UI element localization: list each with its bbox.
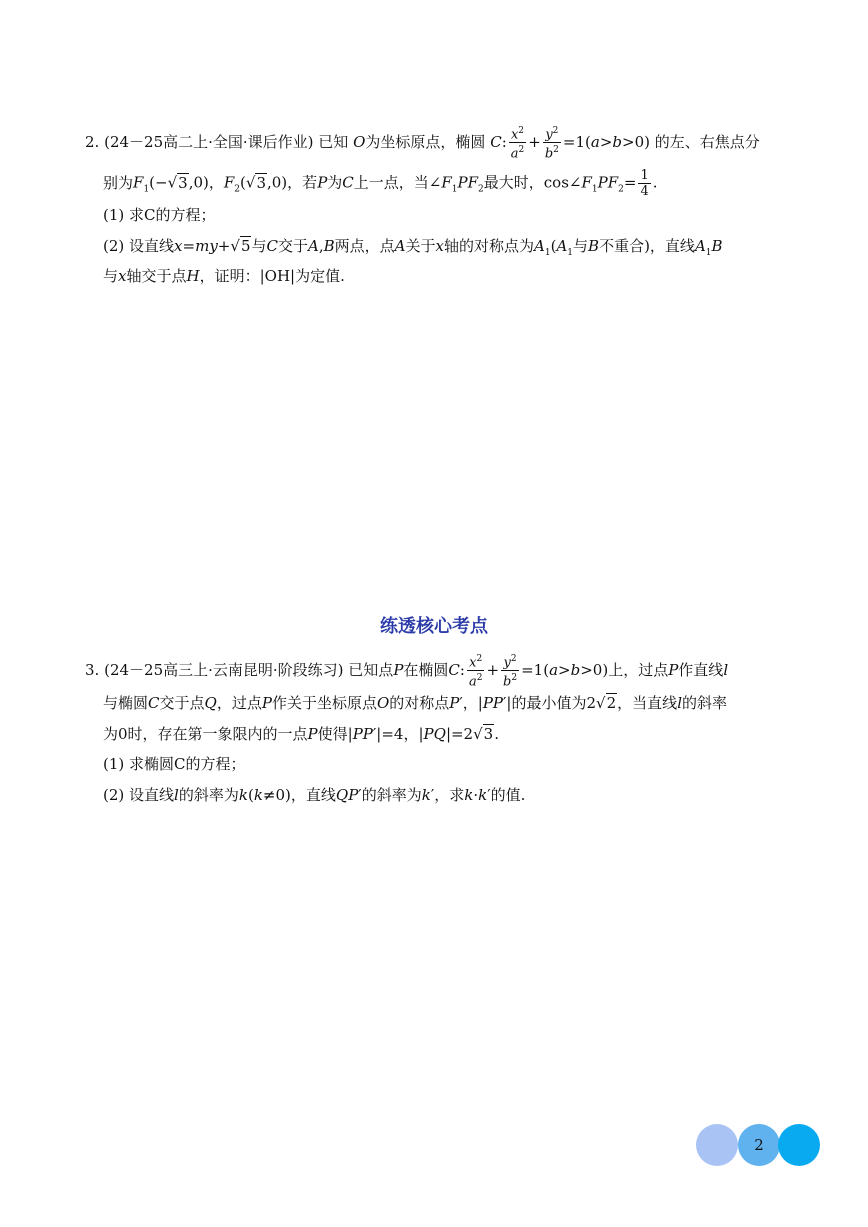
text: 为 [327, 173, 343, 192]
text: 别为 [103, 173, 134, 192]
text: 作直线 [678, 660, 724, 679]
text: ，求 [434, 786, 465, 804]
problem-2-part-1 [103, 205, 216, 225]
text: ，若 [287, 173, 318, 192]
text: 为坐标原点，椭圆 [365, 132, 486, 151]
problem-3-number: 3. [85, 660, 100, 679]
page-circle-left [696, 1124, 738, 1166]
text: 使得 [317, 725, 348, 743]
text: 交于 [277, 237, 308, 255]
text: 的对称点 [389, 694, 450, 712]
problem-3-part-2: (2) 设直线l的斜率为k(k≠0)，直线QP′的斜率为k′，求k·k′的值. [103, 786, 526, 804]
text: 已知点 [348, 660, 394, 679]
page-number: 2 [754, 1136, 764, 1154]
text: 与椭圆 [103, 694, 149, 712]
text: (2) [103, 237, 125, 255]
text: 在椭圆 [403, 660, 449, 679]
text: (1) [103, 755, 125, 773]
text: 为0时，存在第一象限内的一点 [103, 725, 308, 743]
problem-3-line-2: 与椭圆C交于点Q，过点P作关于坐标原点O的对称点P′，|PP′|的最小值为2√2，当直线l的斜率 [103, 694, 728, 712]
text: 的值. [490, 786, 526, 804]
text: 的斜率 [682, 694, 728, 712]
text: 作关于坐标原点 [271, 694, 377, 712]
text: 的左、右焦点分 [654, 132, 760, 151]
text: 的斜率为 [361, 786, 422, 804]
problem-2-line-1: 2. (24－25高二上·全国·课后作业) 已知 O为坐标原点，椭圆 C: $\frac{x^2}{a^2}$ + $\frac{y^2}{b^2}$ =1(a>b>0) 的左、右焦点分 [85, 126, 760, 162]
text: 交于点 [159, 694, 205, 712]
problem-2-part-2-cont: 与x轴交于点H，证明：|OH|为定值. [103, 267, 345, 285]
text: 上，过点 [608, 660, 669, 679]
section-title: 练透核心考点 [380, 616, 488, 637]
text: 与 [103, 267, 119, 285]
text: 的最小值为 [511, 694, 587, 712]
text: 已知 [318, 132, 349, 151]
text: 最大时，cos∠ [483, 173, 582, 192]
text: 关于 [405, 237, 436, 255]
problem-2-line-2: 别为$F_1(-√3,0)$，$F_2(√3,0)$，若P为C上一点，当$\angle F_1PF_2$最大时，$\cos\angle F_1PF_2=$ $\frac{1}{4}$ . [103, 168, 658, 199]
problem-2-part-2: (2) 设直线x=my+√5与C交于A,B两点，点A关于x轴的对称点为$A_1(A_1$与B不重合)，直线$A_1B$ [103, 237, 723, 258]
problem-3-line-1: 3. (24－25高三上·云南昆明·阶段练习) 已知点P在椭圆C: $\frac{x^2}{a^2}$ + $\frac{y^2}{b^2}$ =1(a>b>0)上，过点P作直线l [85, 654, 729, 690]
text: ，证明：|OH|为定值. [199, 267, 345, 285]
problem-3-part-1 [103, 754, 246, 774]
text: ，当直线 [617, 694, 678, 712]
text: 轴的对称点为 [444, 237, 535, 255]
text: 求C的方程； [129, 206, 216, 224]
text: 求椭圆C的方程； [129, 755, 246, 773]
text: ，直线 [290, 786, 336, 804]
text: 设直线 [129, 786, 175, 804]
text: 的斜率为 [178, 786, 239, 804]
text: 不重合)，直线 [599, 237, 695, 255]
problem-2-number: 2. [85, 132, 100, 151]
text: 设直线 [129, 237, 175, 255]
text: ，过点 [216, 694, 262, 712]
text: 与 [251, 237, 267, 255]
problem-2-source: (24－25高二上·全国·课后作业) [104, 132, 314, 151]
page-circle-right [778, 1124, 820, 1166]
problem-3-source: (24－25高三上·云南昆明·阶段练习) [104, 660, 344, 679]
text: 两点，点 [334, 237, 395, 255]
text: 上一点，当∠ [353, 173, 442, 192]
text: (2) [103, 786, 125, 804]
text: 轴交于点 [126, 267, 187, 285]
text: 与 [573, 237, 589, 255]
problem-3-line-3: 为0时，存在第一象限内的一点P使得|PP′|=4，|PQ|=2√3. [103, 725, 499, 743]
text: (1) [103, 206, 125, 224]
